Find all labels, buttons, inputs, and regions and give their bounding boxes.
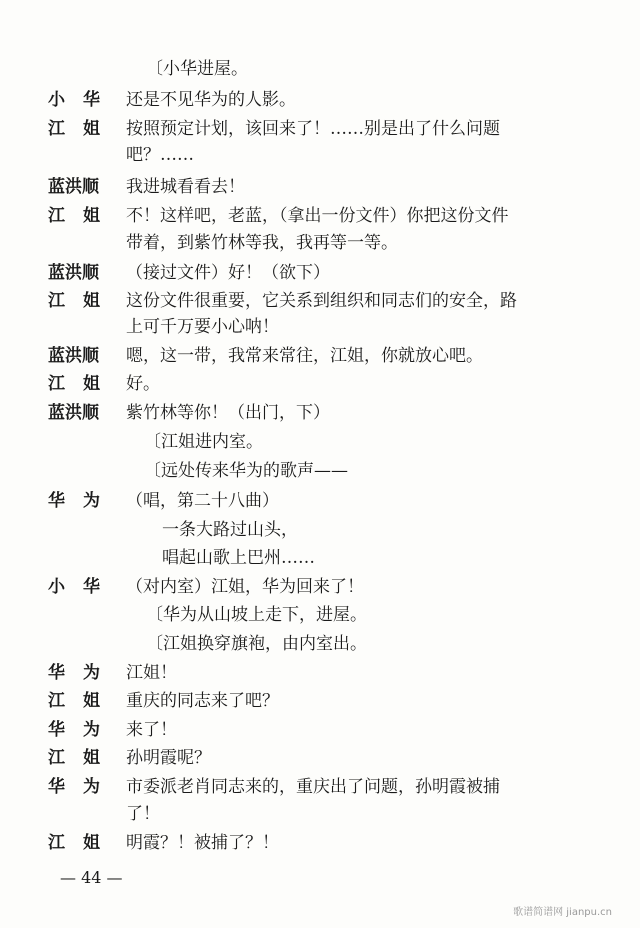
speaker-label: 蓝洪顺 xyxy=(48,177,99,197)
song-lyric: 一条大路过山头， xyxy=(162,520,298,540)
speaker-label: 江姐 xyxy=(48,833,118,853)
dialogue-line-cont: 上可千万要小心呐！ xyxy=(126,317,279,337)
dialogue-line: 孙明霞呢？ xyxy=(126,748,211,768)
stage-direction: 〔华为从山坡上走下，进屋。 xyxy=(146,605,367,625)
watermark: 歌谱简谱网 jianpu.cn xyxy=(513,907,612,918)
speaker-label: 蓝洪顺 xyxy=(48,346,99,366)
speaker-label: 蓝洪顺 xyxy=(48,263,99,283)
dialogue-line: 市委派老肖同志来的，重庆出了问题，孙明霞被捕 xyxy=(126,777,500,797)
speaker-label: 华为 xyxy=(48,777,118,797)
dialogue-line: 还是不见华为的人影。 xyxy=(126,90,296,110)
dialogue-line: 这份文件很重要，它关系到组织和同志们的安全，路 xyxy=(126,291,517,311)
speaker-label: 江姐 xyxy=(48,206,118,226)
speaker-label: 小华 xyxy=(48,577,118,597)
speaker-label: 江姐 xyxy=(48,748,118,768)
speaker-label: 江姐 xyxy=(48,691,118,711)
speaker-label: 江姐 xyxy=(48,374,118,394)
dialogue-line: 紫竹林等你！（出门，下） xyxy=(126,403,330,423)
speaker-label: 华为 xyxy=(48,720,118,740)
stage-direction: 〔远处传来华为的歌声—— xyxy=(144,461,348,481)
dialogue-line: 我进城看看去！ xyxy=(126,177,245,197)
dialogue-line-cont: 带着，到紫竹林等我，我再等一等。 xyxy=(126,233,398,253)
dialogue-line: 不！这样吧，老蓝，（拿出一份文件）你把这份文件 xyxy=(126,206,509,226)
dialogue-line: 来了！ xyxy=(126,720,177,740)
stage-direction: 〔小华进屋。 xyxy=(146,59,248,79)
dialogue-line: （接过文件）好！（欲下） xyxy=(126,263,330,283)
dialogue-line: 好。 xyxy=(126,374,160,394)
dialogue-line: （对内室）江姐，华为回来了！ xyxy=(126,577,364,597)
dialogue-line-cont: 吧？…… xyxy=(126,145,194,165)
dialogue-line: 江姐！ xyxy=(126,663,177,683)
song-lyric: 唱起山歌上巴州…… xyxy=(162,548,315,568)
speaker-label: 华为 xyxy=(48,491,118,511)
page-number: — 44 — xyxy=(60,868,123,887)
dialogue-line: 嗯，这一带，我常来常往，江姐，你就放心吧。 xyxy=(126,346,483,366)
stage-direction: 〔江姐换穿旗袍，由内室出。 xyxy=(146,634,367,654)
speaker-label: 蓝洪顺 xyxy=(48,403,99,423)
dialogue-line: 按照预定计划，该回来了！……别是出了什么问题 xyxy=(126,119,500,139)
stage-direction: 〔江姐进内室。 xyxy=(144,432,263,452)
speaker-label: 小华 xyxy=(48,90,118,110)
dialogue-line: 明霞？！被捕了？！ xyxy=(126,833,279,853)
speaker-label: 江姐 xyxy=(48,119,118,139)
speaker-label: 华为 xyxy=(48,663,118,683)
dialogue-line: （唱，第二十八曲） xyxy=(126,491,279,511)
dialogue-line: 重庆的同志来了吧？ xyxy=(126,691,279,711)
dialogue-line-cont: 了！ xyxy=(126,804,160,824)
speaker-label: 江姐 xyxy=(48,291,118,311)
